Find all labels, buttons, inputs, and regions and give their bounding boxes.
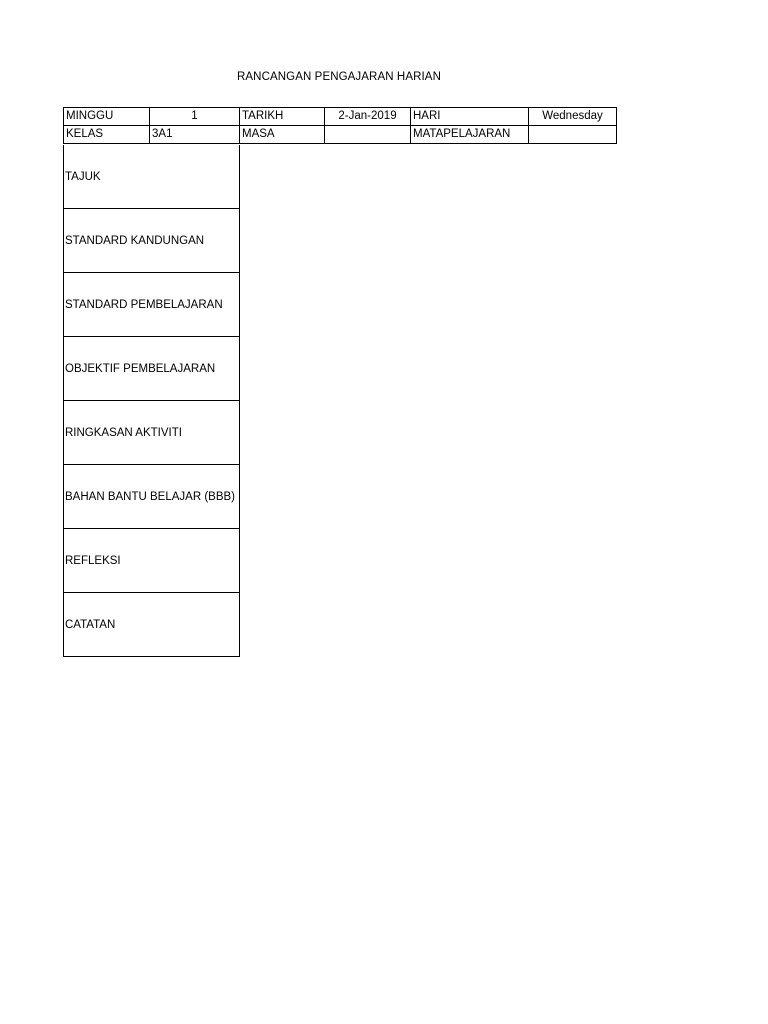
masa-value-cell[interactable] (325, 126, 411, 144)
tarikh-value-cell[interactable]: 2-Jan-2019 (325, 108, 411, 126)
section-refleksi[interactable] (63, 529, 240, 593)
minggu-label: MINGGU (64, 108, 150, 126)
section-standard-kandungan[interactable] (63, 209, 240, 273)
header-row-week (64, 108, 617, 126)
section-label: REFLEKSI (65, 554, 121, 567)
section-tajuk[interactable] (63, 145, 240, 209)
header-row-class (64, 126, 617, 144)
kelas-value-cell[interactable]: 3A1 (150, 126, 240, 144)
section-label: OBJEKTIF PEMBELAJARAN (65, 362, 216, 375)
kelas-label: KELAS (64, 126, 150, 144)
section-objektif-pembelajaran[interactable] (63, 337, 240, 401)
section-label: CATATAN (65, 618, 116, 631)
hari-label: HARI (411, 108, 529, 126)
section-ringkasan-aktiviti[interactable] (63, 401, 240, 465)
document-title: RANCANGAN PENGAJARAN HARIAN (237, 71, 441, 83)
minggu-value-cell[interactable]: 1 (150, 108, 240, 126)
tarikh-label: TARIKH (240, 108, 325, 126)
section-bahan-bantu-belajar[interactable] (63, 465, 240, 529)
masa-label: MASA (240, 126, 325, 144)
section-catatan[interactable] (63, 593, 240, 657)
header-info-table (63, 107, 617, 144)
section-label: BAHAN BANTU BELAJAR (BBB) (65, 490, 235, 503)
lesson-section-list (63, 145, 240, 657)
section-standard-pembelajaran[interactable] (63, 273, 240, 337)
section-label: STANDARD PEMBELAJARAN (65, 298, 223, 311)
section-label: RINGKASAN AKTIVITI (65, 426, 182, 439)
section-label: STANDARD KANDUNGAN (65, 234, 205, 247)
hari-value-cell[interactable]: Wednesday (529, 108, 617, 126)
section-label: TAJUK (65, 170, 101, 183)
matapelajaran-label: MATAPELAJARAN (411, 126, 529, 144)
matapelajaran-value-cell[interactable] (529, 126, 617, 144)
